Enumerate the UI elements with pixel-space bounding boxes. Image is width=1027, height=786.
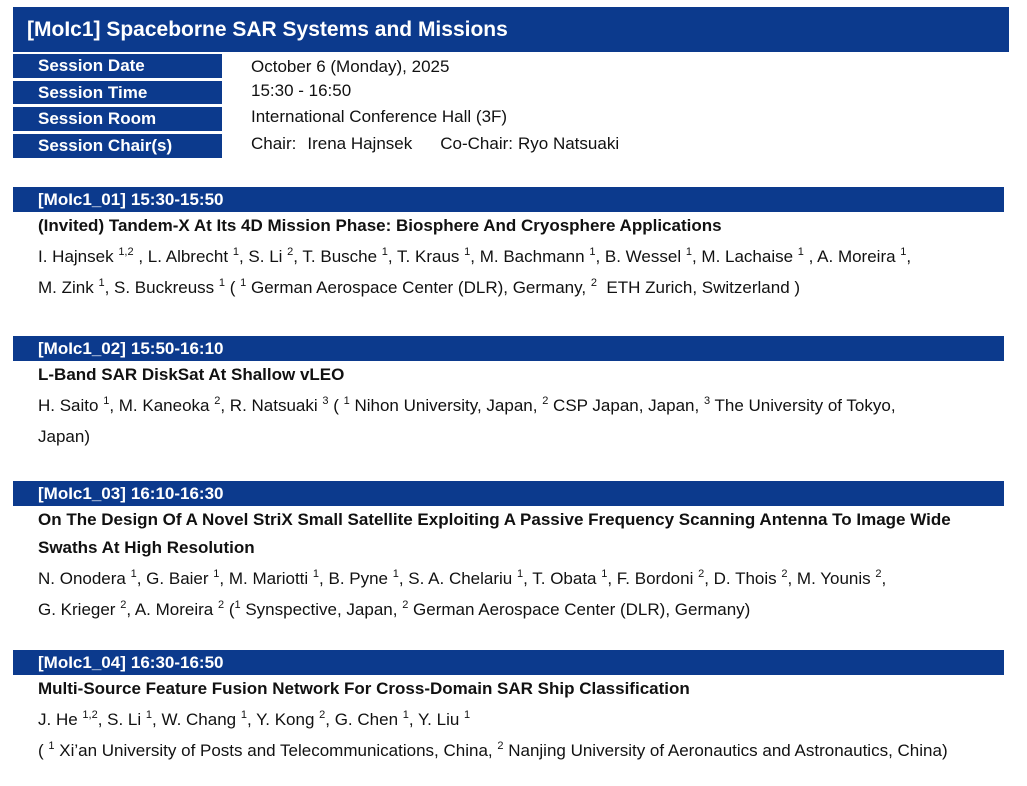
affiliation-superscript: 1 <box>234 599 241 611</box>
affiliation-superscript: 1 <box>240 709 247 721</box>
affiliation-superscript: 1,2 <box>118 246 134 258</box>
affiliation-superscript: 2 <box>217 599 225 611</box>
author-text: , M. Younis <box>787 569 876 588</box>
author-text: German Aerospace Center (DLR), Germany) <box>408 600 751 619</box>
author-text: ( <box>225 278 241 297</box>
affiliation-superscript: 2 <box>120 599 127 611</box>
chair-label: Chair: <box>251 134 297 153</box>
author-text: ( <box>224 600 235 619</box>
author-text: ETH Zurich, Switzerland ) <box>596 278 801 297</box>
affiliation-superscript: 2 <box>542 395 549 407</box>
author-text: German Aerospace Center (DLR), Germany, <box>246 278 591 297</box>
affiliation-superscript: 1 <box>464 246 471 258</box>
paper-code: [MoIc1_04] <box>38 653 126 672</box>
author-text: ( <box>328 396 344 415</box>
author-text: , G. Chen <box>325 710 403 729</box>
affiliation-superscript: 1 <box>103 395 110 407</box>
paper-header-bar <box>13 336 1004 361</box>
affiliation-superscript: 1 <box>601 568 608 580</box>
affiliation-superscript: 1,2 <box>82 709 98 721</box>
chair-name: Irena Hajnsek <box>307 134 413 153</box>
author-text: , M. Kaneoka <box>109 396 215 415</box>
session-room-value: International Conference Hall (3F) <box>251 107 508 126</box>
paper-title: Multi-Source Feature Fusion Network For Cross-Domain SAR Ship Classification <box>38 679 690 698</box>
author-text: , L. Albrecht <box>133 247 233 266</box>
session-time-row <box>13 81 1003 104</box>
author-text: J. He <box>38 710 83 729</box>
author-text: , S. Li <box>238 247 288 266</box>
paper-header-bar <box>13 187 1004 212</box>
affiliation-superscript: 2 <box>875 568 882 580</box>
affiliation-superscript: 1 <box>392 568 399 580</box>
author-text: , F. Bordoni <box>607 569 699 588</box>
paper-authors <box>13 704 1004 766</box>
author-line <box>38 241 1004 272</box>
paper-title: L-Band SAR DiskSat At Shallow vLEO <box>38 365 345 384</box>
author-line <box>38 594 1004 625</box>
author-line <box>38 704 1004 735</box>
affiliation-superscript: 1 <box>98 277 105 289</box>
author-text: , M. Bachmann <box>470 247 590 266</box>
session-title: [MoIc1] Spaceborne SAR Systems and Missions <box>13 7 1009 52</box>
paper-entry <box>13 187 1004 303</box>
author-line <box>38 272 1004 303</box>
author-text: , R. Natsuaki <box>220 396 323 415</box>
affiliation-superscript: 1 <box>797 246 804 258</box>
author-text: I. Hajnsek <box>38 247 119 266</box>
paper-title: On The Design Of A Novel StriX Small Satellite Exploiting A Passive Frequency Scanning Antenna To Image Wide Swaths At High Resolution <box>38 510 951 557</box>
affiliation-superscript: 1 <box>402 709 409 721</box>
affiliation-superscript: 3 <box>703 395 711 407</box>
author-text: Nanjing University of Aeronautics and Astronautics, China) <box>503 741 948 760</box>
session-time-label: Session Time <box>13 81 222 104</box>
paper-time: 16:10-16:30 <box>130 484 224 503</box>
affiliation-superscript: 1 <box>213 568 220 580</box>
author-text: , S. Li <box>97 710 146 729</box>
affiliation-superscript: 2 <box>319 709 326 721</box>
author-text: , S. A. Chelariu <box>398 569 517 588</box>
author-text: , Y. Liu <box>408 710 465 729</box>
session-date-row <box>13 54 1003 78</box>
session-date-label: Session Date <box>13 54 222 78</box>
session-chairs-label: Session Chair(s) <box>13 134 222 158</box>
affiliation-superscript: 1 <box>381 246 388 258</box>
paper-time: 15:50-16:10 <box>130 339 224 358</box>
session-info-table <box>13 54 1003 158</box>
affiliation-superscript: 1 <box>343 395 350 407</box>
author-text: , Y. Kong <box>246 710 320 729</box>
paper-entry <box>13 336 1004 452</box>
affiliation-superscript: 2 <box>287 246 294 258</box>
author-text: CSP Japan, Japan, <box>548 396 704 415</box>
affiliation-superscript: 1 <box>464 709 471 721</box>
author-line <box>38 563 1004 594</box>
affiliation-superscript: 2 <box>590 277 597 289</box>
author-text: , D. Thois <box>704 569 782 588</box>
author-text: , B. Pyne <box>319 569 393 588</box>
author-text: H. Saito <box>38 396 104 415</box>
author-text: , A. Moreira <box>126 600 218 619</box>
paper-code: [MoIc1_01] <box>38 190 126 209</box>
affiliation-superscript: 1 <box>900 246 907 258</box>
session-room-label: Session Room <box>13 107 222 131</box>
co-chair-label: Co-Chair: <box>440 134 513 153</box>
author-text: , A. Moreira <box>803 247 901 266</box>
affiliation-superscript: 2 <box>781 568 788 580</box>
author-text: , G. Baier <box>136 569 214 588</box>
paper-code: [MoIc1_02] <box>38 339 126 358</box>
paper-header-bar <box>13 481 1004 506</box>
paper-authors <box>13 241 1004 303</box>
affiliation-superscript: 3 <box>322 395 329 407</box>
author-line <box>38 735 1004 766</box>
affiliation-superscript: 1 <box>685 246 692 258</box>
paper-code: [MoIc1_03] <box>38 484 126 503</box>
affiliation-superscript: 2 <box>497 740 504 752</box>
affiliation-superscript: 2 <box>402 599 409 611</box>
affiliation-superscript: 2 <box>214 395 221 407</box>
paper-time: 15:30-15:50 <box>130 190 224 209</box>
author-text: N. Onodera <box>38 569 131 588</box>
author-text: , S. Buckreuss <box>104 278 219 297</box>
paper-time: 16:30-16:50 <box>130 653 224 672</box>
author-text: , W. Chang <box>152 710 241 729</box>
paper-entry <box>13 650 1004 766</box>
session-chairs-value <box>251 132 619 156</box>
author-text: , M. Mariotti <box>219 569 313 588</box>
author-text: , T. Busche <box>293 247 382 266</box>
affiliation-superscript: 1 <box>240 277 247 289</box>
affiliation-superscript: 1 <box>232 246 239 258</box>
author-line <box>38 421 1004 452</box>
affiliation-superscript: 1 <box>218 277 226 289</box>
author-text: , M. Lachaise <box>691 247 798 266</box>
affiliation-superscript: 2 <box>698 568 705 580</box>
author-text: , T. Kraus <box>387 247 465 266</box>
author-text: , T. Obata <box>523 569 602 588</box>
paper-header-bar <box>13 650 1004 675</box>
affiliation-superscript: 1 <box>516 568 524 580</box>
author-text: Synspective, Japan, <box>240 600 403 619</box>
author-text: The University of Tokyo, <box>710 396 896 415</box>
affiliation-superscript: 1 <box>312 568 320 580</box>
affiliation-superscript: 1 <box>130 568 137 580</box>
paper-authors <box>13 390 1004 452</box>
author-text: , B. Wessel <box>595 247 686 266</box>
paper-entry <box>13 481 1004 625</box>
author-line <box>38 390 1004 421</box>
author-text: Nihon University, Japan, <box>349 396 543 415</box>
paper-authors <box>13 563 1004 625</box>
affiliation-superscript: 1 <box>145 709 153 721</box>
affiliation-superscript: 1 <box>589 246 596 258</box>
affiliation-superscript: 1 <box>48 740 55 752</box>
author-text: Xi’an University of Posts and Telecommunications, China, <box>54 741 498 760</box>
author-text: M. Zink <box>38 278 99 297</box>
session-room-row <box>13 107 1003 131</box>
co-chair-name: Ryo Natsuaki <box>518 134 620 153</box>
session-time-value: 15:30 - 16:50 <box>251 81 352 100</box>
author-text: G. Krieger <box>38 600 121 619</box>
author-text: Japan) <box>38 427 90 446</box>
session-chairs-row <box>13 134 1003 158</box>
author-text: , <box>881 569 887 588</box>
paper-title: (Invited) Tandem-X At Its 4D Mission Phase: Biosphere And Cryosphere Applications <box>38 216 722 235</box>
author-text: ( <box>38 741 49 760</box>
author-text: , <box>906 247 912 266</box>
session-date-value: October 6 (Monday), 2025 <box>251 57 450 76</box>
